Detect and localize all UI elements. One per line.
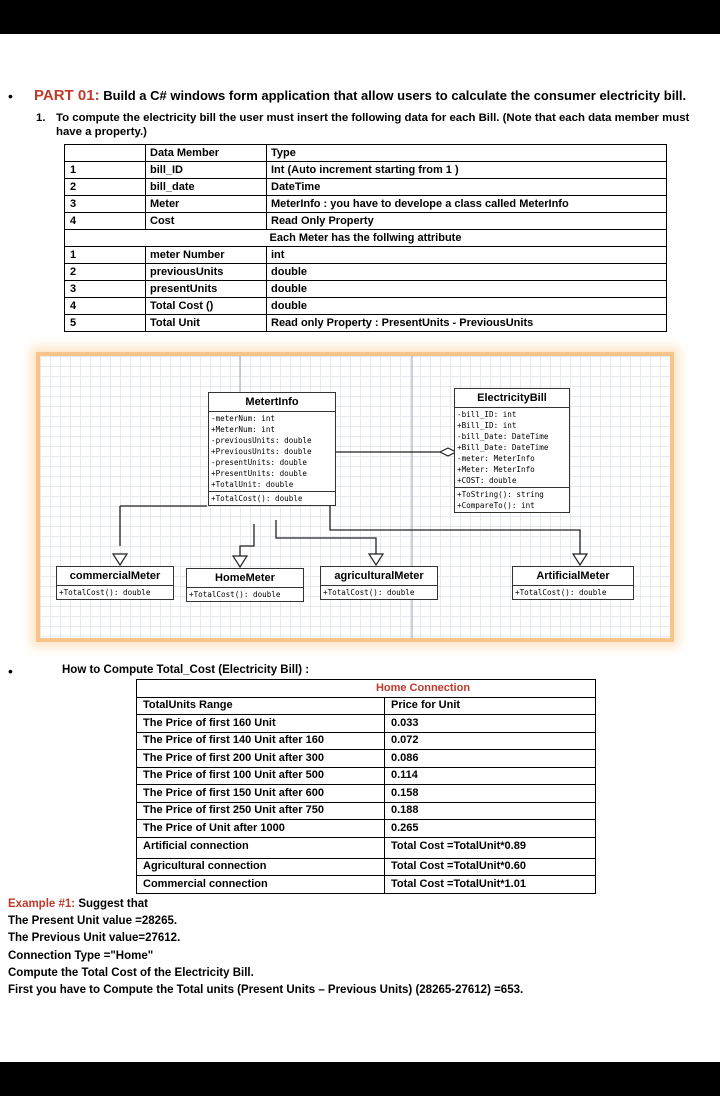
part-title xyxy=(34,87,686,104)
example-section xyxy=(8,896,523,999)
table-row: The Price of first 100 Unit after 500 0.114 xyxy=(137,767,596,785)
header-type: Type xyxy=(267,145,667,162)
price-table xyxy=(136,679,596,894)
bullet-icon: • xyxy=(8,88,13,104)
part-description: Build a C# windows form application that allow users to calculate the consumer electricity bill. xyxy=(99,88,687,103)
meter-caption-row: Each Meter has the follwing attribute xyxy=(65,230,667,247)
inheritance-arrow xyxy=(369,554,383,565)
electricitybill-class xyxy=(454,388,570,513)
agriculturalmeter-class: agriculturalMeter +TotalCost(): double xyxy=(320,566,438,600)
class-name: MetertInfo xyxy=(209,393,335,412)
class-name: agriculturalMeter xyxy=(321,567,437,586)
table-row: 4 Total Cost () double xyxy=(65,298,667,315)
class-methods: +TotalCost(): double xyxy=(211,494,303,503)
example-line: First you have to Compute the Total units (Present Units – Previous Units) (28265-27612) =653. xyxy=(8,984,524,997)
homemeter-class: HomeMeter +TotalCost(): double xyxy=(186,568,304,602)
table-row: The Price of Unit after 1000 0.265 xyxy=(137,820,596,838)
item-text: To compute the electricity bill the user must insert the following data for each Bill. (Note that each data member must have a property.) xyxy=(56,112,690,138)
top-black-bar xyxy=(0,0,720,34)
example-heading: Example #1: Suggest that xyxy=(8,898,148,910)
inheritance-arrow xyxy=(113,554,127,565)
table-row: 4 Cost Read Only Property xyxy=(65,213,667,230)
class-fields: -meterNum: int +MeterNum: int -previousUnits: double +PreviousUnits: double -presentUnits: double +PresentUnits: double +TotalUnit: double xyxy=(209,412,335,492)
table-row: The Price of first 160 Unit 0.033 xyxy=(137,715,596,733)
table-row: 3 presentUnits double xyxy=(65,281,667,298)
table-row: 5 Total Unit Read only Property : PresentUnits - PreviousUnits xyxy=(65,315,667,332)
table-row: The Price of first 250 Unit after 750 0.188 xyxy=(137,802,596,820)
price-table-header-row: TotalUnits Range Price for Unit xyxy=(137,697,596,715)
inheritance-arrow xyxy=(233,556,247,567)
commercialmeter-class: commercialMeter +TotalCost(): double xyxy=(56,566,174,600)
example-line: Connection Type ="Home" xyxy=(8,949,154,962)
table-row: The Price of first 140 Unit after 160 0.072 xyxy=(137,732,596,750)
howto-heading: How to Compute Total_Cost (Electricity Bill) : xyxy=(62,664,310,676)
generalization-line xyxy=(276,520,376,554)
table-row: 2 bill_date DateTime xyxy=(65,179,667,196)
bullet-icon: • xyxy=(8,663,13,679)
table-row: 2 previousUnits double xyxy=(65,264,667,281)
instruction-item-1 xyxy=(36,111,712,139)
class-name: ArtificialMeter xyxy=(513,567,633,586)
price-table-title-row xyxy=(137,680,596,698)
data-member-table xyxy=(64,144,667,332)
class-name: HomeMeter xyxy=(187,569,303,588)
item-number: 1. xyxy=(36,112,46,124)
price-table-title: Home Connection xyxy=(137,680,596,698)
generalization-line xyxy=(240,524,254,556)
class-name: ElectricityBill xyxy=(455,389,569,408)
meterinfo-class xyxy=(208,392,336,506)
table-row: The Price of first 200 Unit after 300 0.086 xyxy=(137,750,596,768)
artificialmeter-class: ArtificialMeter +TotalCost(): double xyxy=(512,566,634,600)
table-row: 1 meter Number int xyxy=(65,247,667,264)
table-header-row xyxy=(65,145,667,162)
table-row: Agricultural connection Total Cost =TotalUnit*0.60 xyxy=(137,858,596,876)
example-line: Compute the Total Cost of the Electricity Bill. xyxy=(8,966,254,979)
example-line: The Previous Unit value=27612. xyxy=(8,932,181,945)
table-row: Artificial connection Total Cost =TotalUnit*0.89 xyxy=(137,837,596,858)
class-fields: -bill_ID: int +Bill_ID: int -bill_Date: DateTime +Bill_Date: DateTime -meter: MeterInfo +Meter: MeterInfo +COST: double xyxy=(455,408,569,488)
class-name: commercialMeter xyxy=(57,567,173,586)
uml-class-diagram xyxy=(36,352,674,642)
table-row: The Price of first 150 Unit after 600 0.158 xyxy=(137,785,596,803)
header-data-member: Data Member xyxy=(146,145,267,162)
part-label: PART 01: xyxy=(34,87,100,104)
inheritance-arrow xyxy=(573,554,587,565)
generalization-line xyxy=(330,506,580,554)
table-row: 1 bill_ID Int (Auto increment starting from 1 ) xyxy=(65,162,667,179)
table-row: Commercial connection Total Cost =TotalUnit*1.01 xyxy=(137,876,596,894)
bottom-black-bar xyxy=(0,1062,720,1096)
example-line: The Present Unit value =28265. xyxy=(8,915,178,928)
table-row: 3 Meter MeterInfo : you have to develope a class called MeterInfo xyxy=(65,196,667,213)
class-methods: +ToString(): string +CompareTo(): int xyxy=(457,490,544,510)
